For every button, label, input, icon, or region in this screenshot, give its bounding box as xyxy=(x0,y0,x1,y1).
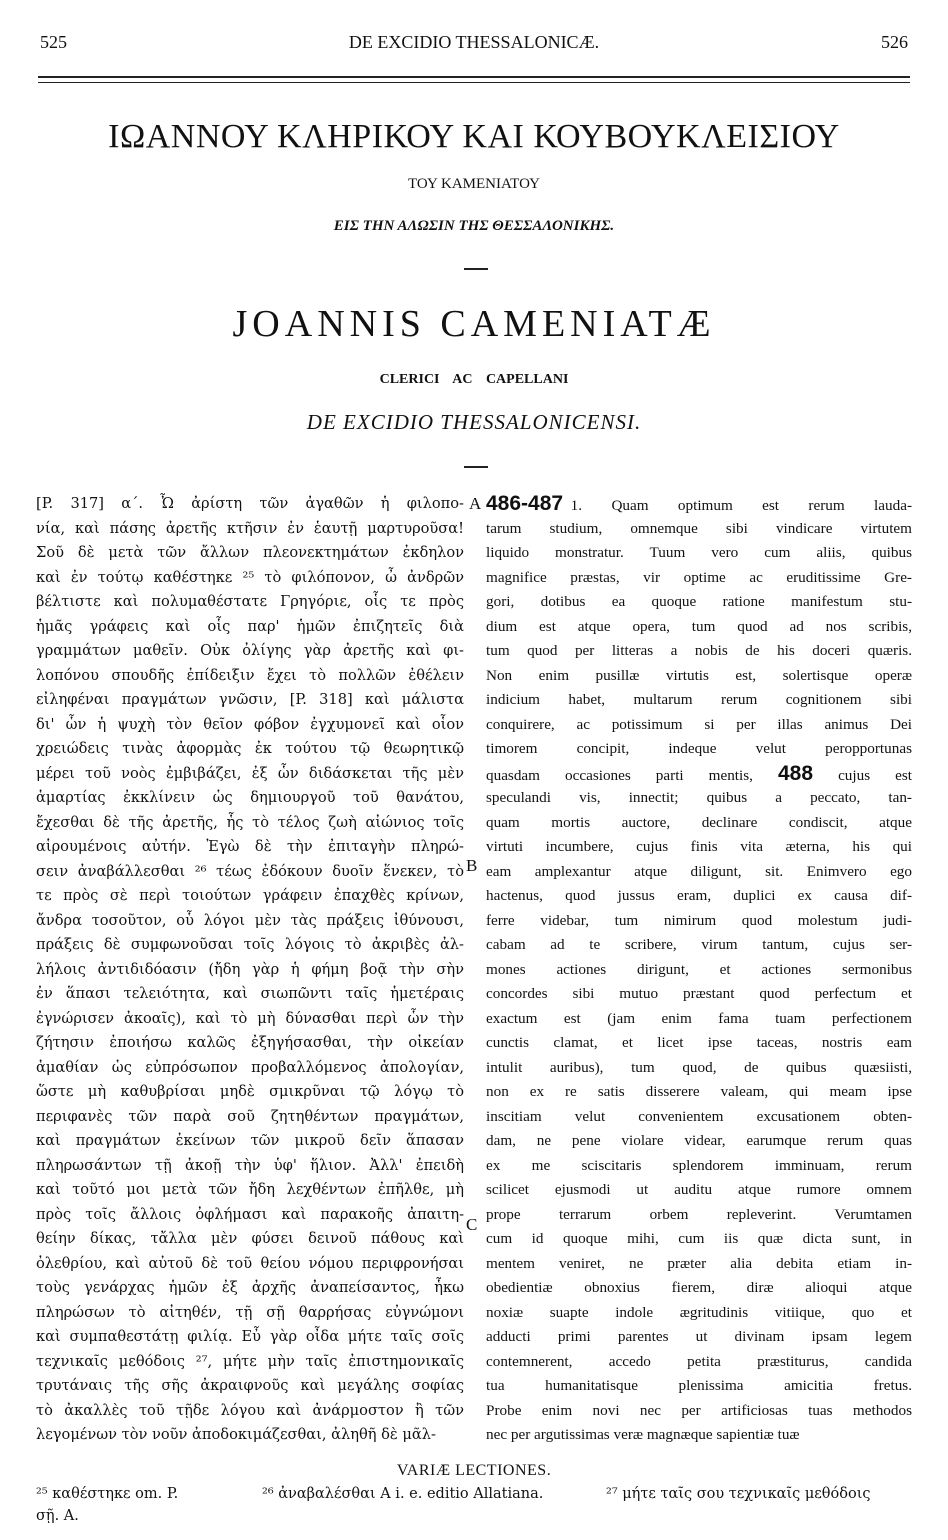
greek-line: καὶ πραγμάτων ἐκείνων τῶν μικροῦ δεῖν ἅπασαν xyxy=(36,1132,464,1149)
greek-line: καὶ συμπαθεστάτῃ φιλίᾳ. Εὖ γὰρ οἶδα μήτε ταῖς σοῖς xyxy=(36,1328,464,1345)
greek-line: ἄνδρα τοσοῦτον, οὗ λόγοι μὲν τὰς πράξεις ἰθύνουσι, xyxy=(36,911,464,929)
greek-line: πληρωσάντων τῇ ἀκοῇ τὴν ὑφ' ἥλιον. Ἀλλ' ἐπειδὴ xyxy=(36,1156,464,1174)
title-divider-2 xyxy=(464,466,488,468)
latin-line: non ex re satis disserere valeam, qui meam ipse xyxy=(486,1083,912,1100)
greek-line: βέλτιστε καὶ πολυμαθέστατε Γρηγόριε, οἷς τε πρὸς xyxy=(36,593,464,610)
greek-line: τε πρὸς σὲ περὶ τοιούτων γράφειν ἐπαχθὲς κρίνων, xyxy=(36,887,464,904)
greek-line: τὸ ἀκαλλὲς τοῦ τῇδε λόγου καὶ ἀνάρμοστον ἢ τῶν xyxy=(36,1401,464,1419)
latin-subtitle: CLERICI AC CAPELLANI xyxy=(379,372,569,387)
latin-line: obedientiæ obnoxius fierem, diræ alioqui atque xyxy=(486,1279,912,1296)
greek-line: ἐν ἅπασι τελειότητα, καὶ σιωπῶντι ταῖς ἡμετέραις xyxy=(36,985,464,1002)
latin-line: prope terrarum orbem repleverint. Verumtamen xyxy=(486,1205,912,1223)
latin-line-tail: cujus est xyxy=(838,766,912,784)
greek-line: μέρει τοῦ νοὸς ἐμβιβάζει, ἐξ ὧν διδάσκεται τῆς μὲν xyxy=(36,764,464,782)
greek-line: νία, καὶ πάσης ἀρετῆς κτῆσιν ἐν ἑαυτῇ μαρτυροῦσα! xyxy=(36,519,464,537)
greek-line: περιφανὲς τῶν παρὰ σοῦ ζητηθέντων πραγμάτων, xyxy=(36,1107,464,1125)
greek-line: πρὸς τοῖς ἄλλοις ὀφλήμασι καὶ παρακοῆς ἀπαιτη- xyxy=(36,1205,464,1223)
greek-title: ΙΩΑΝΝΟΥ ΚΛΗΡΙΚΟΥ ΚΑΙ ΚΟΥΒΟΥΚΛΕΙΣΙΟΥ xyxy=(108,118,840,155)
latin-line: cunctis clamat, et licet ipse taceas, nostris eam xyxy=(486,1034,912,1051)
latin-line xyxy=(486,492,912,517)
latin-line: mones actiones dirigunt, et actiones sermonibus xyxy=(486,960,912,978)
greek-line: καὶ τοῦτό μοι μετὰ τῶν ἤδη λεχθέντων ἐπῆλθε, μὴ xyxy=(36,1181,464,1198)
latin-line: noxiæ suapte indole ægritudinis vitiique, quo et xyxy=(486,1303,912,1321)
latin-line: virtuti incumbere, cujus finis vita æterna, his qui xyxy=(486,838,912,855)
margin-letter-c: C xyxy=(466,1215,478,1234)
variae-lectiones-heading: VARIÆ LECTIONES. xyxy=(396,1462,552,1479)
latin-line: dam, ne pene violare videar, earumque rerum quas xyxy=(486,1132,912,1149)
latin-line: quam mortis auctore, declinare condiscit, atque xyxy=(486,813,912,831)
latin-text-column xyxy=(486,492,912,1448)
variant-27-continuation: σῇ. A. xyxy=(36,1508,79,1524)
latin-line-text: quasdam occasiones parti mentis, xyxy=(486,766,753,784)
page-number-left: 525 xyxy=(40,32,67,52)
latin-line: cum id quoque mihi, cum iis quæ dicta sunt, in xyxy=(486,1230,912,1247)
latin-line: cabam ad te scribere, virum tantum, cujus ser- xyxy=(486,936,912,953)
latin-line: adducti primi parentes ut divinam ipsam legem xyxy=(486,1328,912,1345)
latin-line: inscitiam velut convenientem excusationem obten- xyxy=(486,1107,912,1125)
latin-line: conquirere, ac potissimum si per illas animus Dei xyxy=(486,715,912,733)
latin-line: concordes sibi mutuo præstant quod perfectum et xyxy=(486,985,912,1002)
greek-line: ἁμαρτίας ἐκκλίνειν ὡς δημιουργοῦ τοῦ θανάτου, xyxy=(36,789,464,806)
greek-line: δι' ὧν ἡ ψυχὴ τὸν θεῖον φόβον ἐγχυμονεῖ καὶ οἷον xyxy=(36,715,464,733)
latin-work-title: DE EXCIDIO THESSALONICENSI. xyxy=(306,410,642,434)
latin-line: ex me sciscitaris splendorem imminuam, rerum xyxy=(486,1156,912,1174)
latin-line: tua humanitatisque plenissima amicitia fretus. xyxy=(486,1377,912,1394)
latin-line xyxy=(486,762,912,787)
greek-line: τεχνικαῖς μεθόδοις ²⁷, μήτε μὴν ταῖς ἐπιστημονικαῖς xyxy=(36,1352,464,1370)
greek-work-title: ΕΙΣ ΤΗΝ ΑΛΩΣΙΝ ΤΗΣ ΘΕΣΣΑΛΟΝΙΚΗΣ. xyxy=(333,218,615,234)
running-header xyxy=(40,32,908,62)
greek-line: λοπόνου σπουδῆς ἐπίδειξιν ἔχει τὸ πολλῶν ἐθέλειν xyxy=(36,666,464,684)
greek-line: εἰληφέναι πραγμάτων γνῶσιν, [P. 318] καὶ μάλιστα xyxy=(36,691,464,708)
latin-line: liquido monstratur. Tuum vero cum aliis, quibus xyxy=(486,544,912,561)
greek-line: σειν ἀναβάλλεσθαι ²⁶ τέως ἐδόκουν δυοῖν ἕνεκεν, τὸ xyxy=(36,862,464,880)
greek-line: πράξεις δὲ συμφωνοῦσαι τοῖς λόγοις τὸ ἀκριβὲς ἀλ- xyxy=(36,936,464,953)
greek-line: ἔχεσθαι δὲ τῆς ἀρετῆς, ἧς τὸ τέλος ζωὴ αἰώνιος τοῖς xyxy=(36,813,464,831)
latin-line: nec per argutissimas veræ magnæque sapientiæ tuæ xyxy=(486,1426,800,1443)
greek-line: ὥστε μὴ καθυβρίσαι μηδὲ σμικρῦναι τῷ λόγῳ τὸ xyxy=(36,1083,464,1100)
latin-line: mentem veniret, ne præter alia debita etiam in- xyxy=(486,1254,912,1272)
latin-line: intulit auribus), tum quod, de quibus quæsiisti, xyxy=(486,1058,912,1076)
variant-25: ²⁵ καθέστηκε om. P. xyxy=(36,1486,179,1502)
column-number-488: 488 xyxy=(777,761,814,785)
greek-line: ἡμᾶς γράφεις καὶ οἷς παρ' ἡμῶν ἐπιζητεῖς διὰ xyxy=(36,617,464,635)
variant-26: ²⁶ ἀναβαλέσθαι A i. e. editio Allatiana. xyxy=(262,1486,544,1502)
greek-line: καὶ ἐν τούτῳ καθέστηκε ²⁵ τὸ φιλόπονον, ὦ ἀνδρῶν xyxy=(36,568,464,586)
greek-line: χρειώδεις τινὰς ἀφορμὰς ἐκ τούτου τῷ θεωρητικῷ xyxy=(36,740,464,757)
latin-line: indicium habet, multarum rerum cognitionem sibi xyxy=(486,691,912,708)
greek-line: λήλοις ἀντιδιδόασιν (ἤδη γὰρ ἡ φήμη βοᾷ τὴν σὴν xyxy=(36,960,464,978)
header-rule-thick xyxy=(38,76,910,78)
greek-line: ἐγνώρισεν ἀκοαῖς), καὶ τὸ μὴ δύνασθαι περὶ ὧν τὴν xyxy=(36,1009,464,1027)
greek-line: ζήτησιν ἐποιήσω καλῶς ἐξηγήσασθαι, τὴν οἰκείαν xyxy=(36,1034,464,1051)
title-divider xyxy=(464,268,488,270)
latin-line: dium est atque opera, tum quod ad nos scribis, xyxy=(486,617,912,635)
latin-line: tarum studium, omnemque sibi vindicare virtutem xyxy=(486,519,912,537)
latin-line-text: 1. Quam optimum est rerum lauda- xyxy=(570,497,912,514)
greek-line: θείην δίκας, τἄλλα μὲν φύσει δεινοῦ πάθους καὶ xyxy=(36,1230,464,1247)
running-title: DE EXCIDIO THESSALONICÆ. xyxy=(348,32,600,52)
latin-title: JOANNIS CAMENIATÆ xyxy=(232,303,716,345)
latin-line: Probe enim novi nec per artificiosas tuas methodos xyxy=(486,1401,912,1419)
latin-line: hactenus, quod jussus eram, duplici ex causa dif- xyxy=(486,887,912,904)
column-number-486-487: 486-487 xyxy=(486,492,564,515)
latin-line: Non enim pusillæ virtutis est, solertisque operæ xyxy=(486,666,912,684)
latin-line: gori, dotibus ea quoque ratione manifestum stu- xyxy=(486,593,912,610)
greek-line: τοὺς γενάρχας ἡμῶν ἐξ ἀρχῆς ἀναπείσαντος, ἧκω xyxy=(36,1279,464,1296)
latin-line: exactum est (jam enim fama tuam perfectionem xyxy=(486,1009,912,1027)
latin-line: scilicet ejusmodi ut auditu atque rumore omnem xyxy=(486,1181,912,1198)
latin-line: tum quod per litteras a nobis de his doceri quæris. xyxy=(486,642,912,659)
header-rule-thin xyxy=(38,82,910,83)
greek-line: Σοῦ δὲ μετὰ τῶν ἄλλων πλεονεκτημάτων ἐκδηλον xyxy=(36,544,464,561)
greek-line: πληρώσων τὸ αἰτηθέν, τῇ σῇ θαρρήσας εὐγνώμονι xyxy=(36,1303,464,1321)
latin-line: speculandi vis, innectit; quibus a peccato, tan- xyxy=(486,789,912,806)
greek-text-column xyxy=(36,492,464,1448)
greek-line: αἱρουμένοις αὐτήν. Ἐγὼ δὲ τὴν ἐπιταγὴν πληρώ- xyxy=(36,838,464,855)
latin-line: timorem concipit, indeque velut peropportunas xyxy=(486,740,912,757)
greek-line: λεγομένων τὸν νοῦν ἀποδοκιμάζεσθαι, ἀληθῆ δὲ μᾶλ- xyxy=(36,1426,436,1443)
greek-line: τρυτάναις τῆς σῆς ἀκραιφνοῦς καὶ μεγάλης σοφίας xyxy=(36,1377,464,1394)
greek-subtitle: ΤΟΥ ΚΑΜΕΝΙΑΤΟΥ xyxy=(408,176,540,192)
latin-line: eam amplexantur atque diligunt, sit. Enimvero ego xyxy=(486,862,912,880)
greek-line: ὀλεθρίου, καὶ αὐτοῦ δὲ τοῦ θείου νόμου περιφρονήσαι xyxy=(36,1254,464,1272)
page-number-right: 526 xyxy=(881,32,908,52)
latin-line: contemnerent, accedo petita præstiturus, candida xyxy=(486,1352,912,1370)
variant-27: ²⁷ μήτε ταῖς σου τεχνικαῖς μεθόδοις xyxy=(606,1486,871,1502)
greek-line: γραμμάτων μαθεῖν. Οὐκ ὀλίγης γὰρ ἀρετῆς καὶ φι- xyxy=(36,642,464,659)
margin-letter-a: A xyxy=(469,494,482,513)
margin-letter-b: B xyxy=(466,856,478,875)
greek-line: ἀμαθίαν ὡς εὐπρόσωπον προβαλλόμενος ἀπολογίαν, xyxy=(36,1058,464,1076)
latin-line: magnifice præstas, vir optime ac eruditissime Gre- xyxy=(486,568,912,586)
greek-line: [P. 317] α΄. Ὦ ἀρίστη τῶν ἀγαθῶν ἡ φιλοπο- xyxy=(36,495,464,512)
latin-line: ferre videbar, tum nimirum quod molestum judi- xyxy=(486,911,912,929)
